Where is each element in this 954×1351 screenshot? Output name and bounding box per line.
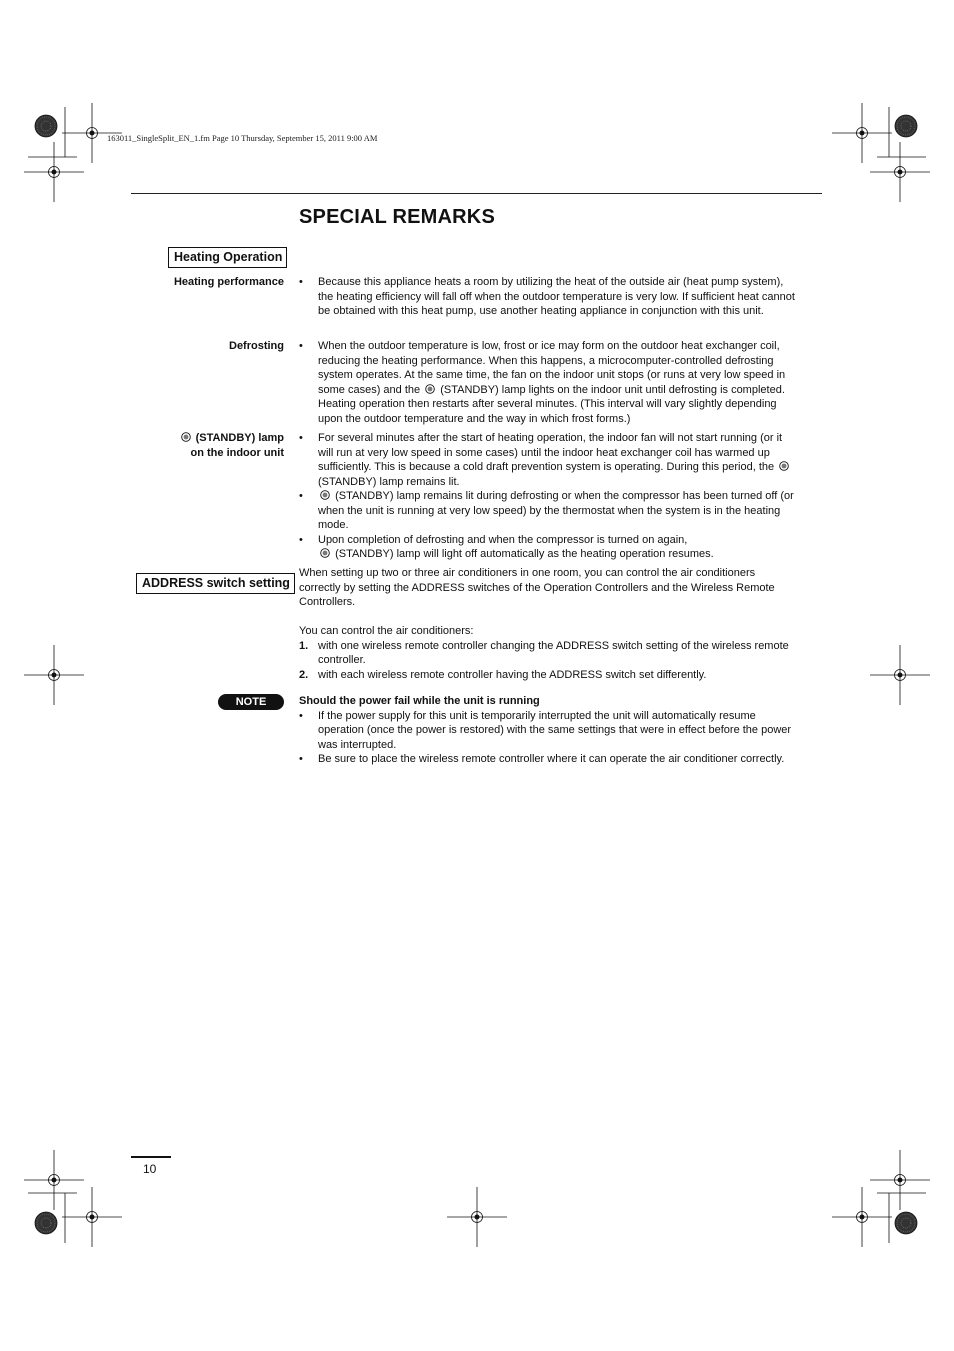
- bullet-item: [299, 489, 797, 533]
- address-switch-heading: ADDRESS switch setting: [136, 573, 295, 594]
- registration-cross-icon: [24, 142, 84, 202]
- note-text: [299, 694, 797, 767]
- standby-lamp-icon: [779, 461, 789, 471]
- registration-dial-icon: [35, 1212, 57, 1234]
- standby-lamp-label: [179, 431, 284, 460]
- standby-lamp-icon: [320, 490, 330, 500]
- registration-cross-icon: [24, 645, 84, 705]
- heating-performance-label: Heating performance: [173, 276, 284, 288]
- address-switch-text: [299, 566, 797, 682]
- bullet-item: [299, 533, 797, 562]
- registration-dial-icon: [35, 115, 57, 137]
- address-lead: You can control the air conditioners:: [299, 625, 474, 637]
- note-badge: NOTE: [218, 694, 284, 710]
- bullet-item: • Be sure to place the wireless remote controller where it can operate the air conditioner correctly.: [299, 752, 797, 767]
- registration-cross-icon: [24, 1150, 84, 1210]
- list-item: [299, 668, 797, 683]
- header-rule: [131, 193, 822, 194]
- standby-b1-part-1: For several minutes after the start of heating operation, the indoor fan will not start running (or it will run at very low speed in some cases) until the indoor heat exchanger coil has warmed up sufficiently. This is because a cold draft prevention system is operating. During this period, the: [318, 432, 783, 473]
- note-heading: Should the power fail while the unit is running: [299, 695, 540, 707]
- list-number: 1.: [299, 639, 309, 652]
- list-text: with each wireless remote controller having the ADDRESS switch set differently.: [318, 668, 707, 681]
- list-item: [299, 639, 797, 668]
- bullet-item: • If the power supply for this unit is temporarily interrupted the unit will automatically resume operation (once the power is restored) with the same settings that were in effect before the power was interrupted.: [299, 709, 797, 753]
- page-number: 10: [143, 1162, 157, 1176]
- standby-b1-part-2: (STANDBY) lamp remains lit.: [318, 475, 460, 488]
- registration-cross-icon: [832, 103, 892, 163]
- defrost-text-part-1: When the outdoor temperature is low, frost or ice may form on the outdoor heat exchanger coil, reducing the heating performance. When this happens, a microcomputer-controlled defrosting system operates. At the same time, the fan on the indoor unit stops (or runs at very low speed in some cases) and the: [318, 340, 786, 396]
- file-stamp: 163011_SingleSplit_EN_1.fm Page 10 Thursday, September 15, 2011 9:00 AM: [107, 133, 378, 143]
- address-intro: When setting up two or three air conditioners in one room, you can control the air conditioners correctly by setting the ADDRESS switches of the Operation Controllers and the Wireless Remote Controllers.: [299, 567, 775, 608]
- standby-b3-part-2: (STANDBY) lamp will light off automatically as the heating operation resumes.: [335, 548, 714, 560]
- registration-cross-icon: [62, 1187, 122, 1247]
- registration-cross-icon: [447, 1187, 507, 1247]
- bullet-item: • Because this appliance heats a room by utilizing the heat of the outside air (heat pump system), the heating efficiency will fall off when the outdoor temperature is very low. If sufficient heat cannot be obtained with this heat pump, use another heating appliance in conjunction with this unit.: [299, 275, 797, 319]
- standby-label-line-1: (STANDBY) lamp: [195, 432, 284, 444]
- standby-lamp-icon: [425, 384, 435, 394]
- list-text: with one wireless remote controller changing the ADDRESS switch setting of the wireless remote controller.: [318, 639, 789, 666]
- standby-b3-part-1: Upon completion of defrosting and when the compressor is turned on again,: [318, 533, 688, 546]
- registration-cross-icon: [870, 142, 930, 202]
- registration-dial-icon: [895, 1212, 917, 1234]
- heating-operation-heading: Heating Operation: [168, 247, 287, 268]
- registration-cross-icon: [832, 1187, 892, 1247]
- defrost-text-part-2: (STANDBY) lamp lights on the indoor unit until defrosting is completed. Heating operation then restarts after several minutes. (This interval will vary slightly depending upon the outdoor temperature and the way in which frost forms.): [318, 383, 785, 425]
- defrosting-label: Defrosting: [229, 340, 284, 352]
- bullet-item: [299, 339, 797, 426]
- standby-lamp-icon: [320, 548, 330, 558]
- registration-cross-icon: [870, 645, 930, 705]
- standby-lamp-text: [299, 431, 797, 562]
- footer-rule: [131, 1156, 171, 1158]
- defrosting-text: [299, 339, 797, 426]
- standby-lamp-icon: [181, 432, 191, 442]
- registration-cross-icon: [870, 1150, 930, 1210]
- standby-label-line-2: on the indoor unit: [190, 446, 284, 459]
- page-title: SPECIAL REMARKS: [299, 206, 495, 228]
- registration-dial-icon: [895, 115, 917, 137]
- bullet-item: [299, 431, 797, 489]
- standby-b2-text: (STANDBY) lamp remains lit during defrosting or when the compressor has been turned off (or when the unit is running at very low speed) by the thermostat when the system is in the heating mode.: [318, 490, 794, 531]
- heating-performance-text: [299, 275, 797, 319]
- list-number: 2.: [299, 668, 309, 681]
